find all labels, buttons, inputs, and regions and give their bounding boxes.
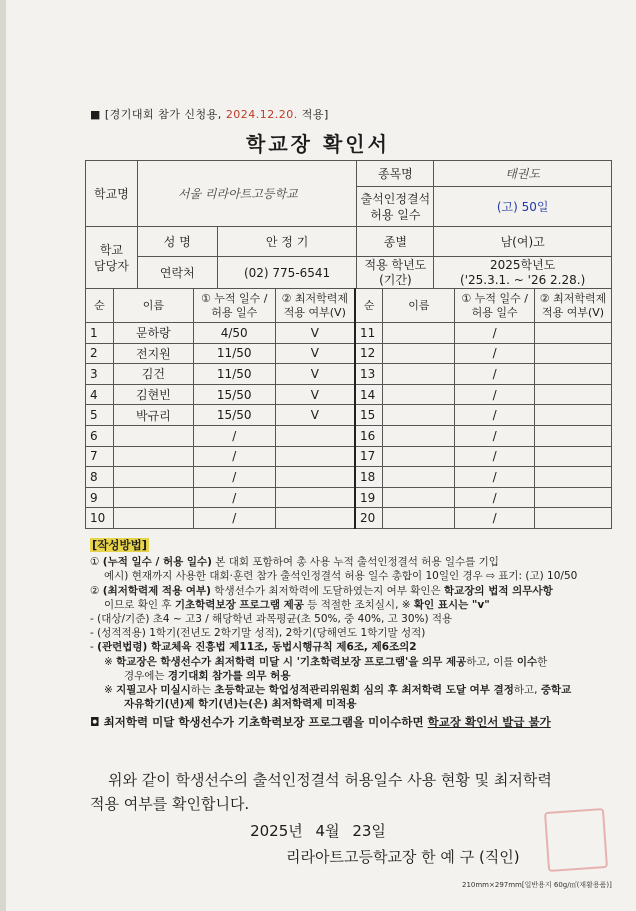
absence-label xyxy=(357,187,434,227)
min-check-cell xyxy=(275,508,355,529)
table-row xyxy=(86,487,612,508)
days-cell: / xyxy=(455,343,535,364)
min-check-cell xyxy=(535,343,612,364)
document-date: 2025년 4월 23일 xyxy=(250,822,386,840)
method-l7b: (관련법령) 학교체육 진흥법 제11조, 동법시행규칙 제6조, 제6조의2 xyxy=(97,641,417,654)
days-cell: 15/50 xyxy=(193,405,275,426)
col-no-left: 순 xyxy=(86,289,114,323)
col-min-right xyxy=(535,289,612,323)
row-number-cell: 1 xyxy=(86,323,114,344)
days-cell: / xyxy=(193,425,275,446)
row-number-cell: 5 xyxy=(86,405,114,426)
official-seal-stamp xyxy=(544,808,608,872)
days-cell: / xyxy=(455,487,535,508)
manager-label-line2: 담당자 xyxy=(94,258,129,273)
col-name-left: 이름 xyxy=(113,289,193,323)
method-l3b: (최저학력제 적용 여부) xyxy=(102,584,211,597)
name-value: 안 정 기 xyxy=(217,227,357,257)
min-check-cell xyxy=(535,405,612,426)
days-cell: / xyxy=(455,364,535,385)
method-l2: 예시) 현재까지 사용한 대회·훈련 참가 출석인정결석 허용 일수 총합이 10일인 경우 ⇨ 표기: (고) 10/50 xyxy=(104,570,578,583)
method-l4a: 이므로 확인 후 xyxy=(104,598,175,611)
row-number-cell: 11 xyxy=(355,323,383,344)
method-l8b: 학교장은 학생선수가 최저학력 미달 시 '기초학력보장 프로그램'을 의무 제공 xyxy=(116,655,467,668)
method-l12a: ◘ 최저학력 미달 학생선수가 기초학력보장 프로그램을 미이수하면 xyxy=(90,715,428,730)
row-number-cell: 13 xyxy=(355,364,383,385)
method-l1b: (누적 일수 / 허용 일수) xyxy=(102,556,212,569)
col-days-right xyxy=(455,289,535,323)
min-check-cell xyxy=(535,508,612,529)
min-check-cell xyxy=(275,487,355,508)
manager-label-line1: 학교 xyxy=(99,242,124,257)
method-l4c: 등 적절한 조치실시, ※ xyxy=(303,598,414,611)
name-label: 성 명 xyxy=(137,227,217,257)
student-name-cell xyxy=(383,425,455,446)
col-min-left-line1: ② 최저학력제 xyxy=(281,291,349,305)
student-table xyxy=(85,288,612,529)
contact-value: (02) 775-6541 xyxy=(217,257,357,289)
table-row xyxy=(86,384,612,405)
contact-label: 연락처 xyxy=(137,257,217,289)
method-l1a: ① xyxy=(90,556,103,569)
min-check-cell xyxy=(535,323,612,344)
table-row xyxy=(86,446,612,467)
absence-label-line1: 출석인정결석 xyxy=(360,191,431,206)
days-cell: 15/50 xyxy=(193,384,275,405)
student-name-cell xyxy=(383,446,455,467)
year-label xyxy=(357,257,434,289)
header-note-date: 2024.12.20. xyxy=(225,108,298,121)
days-cell: / xyxy=(455,467,535,488)
sport-value: 태권도 xyxy=(434,161,612,187)
student-name-cell xyxy=(383,384,455,405)
method-section xyxy=(90,538,620,730)
days-cell: 11/50 xyxy=(193,364,275,385)
min-check-cell xyxy=(275,446,355,467)
table-row xyxy=(86,508,612,529)
absence-value: (고) 50일 xyxy=(434,187,612,227)
col-min-left xyxy=(275,289,355,323)
table-row xyxy=(86,364,612,385)
method-l10f: 중학교 xyxy=(540,684,572,697)
student-name-cell xyxy=(113,425,193,446)
type-value: 남(여)고 xyxy=(434,227,612,257)
paper-spec-footer: 210mm×297mm[일반용지 60g/㎡(재활용품)] xyxy=(462,881,612,889)
row-number-cell: 17 xyxy=(355,446,383,467)
row-number-cell: 14 xyxy=(355,384,383,405)
year-label-line2: (기간) xyxy=(379,272,412,287)
year-label-line1: 적용 학년도 xyxy=(364,257,427,272)
header-note-prefix: ■ [경기대회 참가 신청용, xyxy=(90,108,222,121)
student-name-cell xyxy=(113,467,193,488)
row-number-cell: 2 xyxy=(86,343,114,364)
method-heading: [작성방법] xyxy=(92,538,147,552)
student-name-cell xyxy=(383,323,455,344)
student-name-cell xyxy=(113,446,193,467)
header-note-suffix: 적용] xyxy=(301,108,329,121)
row-number-cell: 9 xyxy=(86,487,114,508)
type-label: 종별 xyxy=(357,227,434,257)
table-row xyxy=(86,343,612,364)
row-number-cell: 3 xyxy=(86,364,114,385)
row-number-cell: 8 xyxy=(86,467,114,488)
principal-signature: 리라아트고등학교장 한 예 구 (직인) xyxy=(286,848,520,866)
row-number-cell: 20 xyxy=(355,508,383,529)
method-l10c: 하는 xyxy=(190,684,215,697)
student-name-cell: 김현빈 xyxy=(113,384,193,405)
method-l7a: - xyxy=(90,641,98,654)
method-l9a: 경우에는 xyxy=(124,669,168,682)
method-l3a: ② xyxy=(90,584,103,597)
days-cell: / xyxy=(455,425,535,446)
min-check-cell: V xyxy=(275,364,355,385)
year-value xyxy=(434,257,612,289)
row-number-cell: 7 xyxy=(86,446,114,467)
method-l3d: 학교장의 법적 의무사항 xyxy=(444,584,553,597)
header-note xyxy=(90,106,329,122)
min-check-cell: V xyxy=(275,384,355,405)
row-number-cell: 16 xyxy=(355,425,383,446)
col-min-right-line1: ② 최저학력제 xyxy=(539,291,607,305)
manager-label xyxy=(86,227,138,289)
row-number-cell: 10 xyxy=(86,508,114,529)
col-days-right-line1: ① 누적 일수 / xyxy=(461,291,528,305)
method-l10d: 초등학교는 학업성적관리위원회 심의 후 최저학력 도달 여부 결정 xyxy=(214,684,514,697)
row-number-cell: 19 xyxy=(355,487,383,508)
col-days-left xyxy=(193,289,275,323)
student-name-cell xyxy=(113,487,193,508)
method-l10b: 지필고사 미실시 xyxy=(116,684,191,697)
min-check-cell: V xyxy=(275,323,355,344)
year-value-line1: 2025학년도 xyxy=(489,257,556,272)
student-name-cell: 박규리 xyxy=(113,405,193,426)
student-name-cell xyxy=(113,508,193,529)
method-l12b: 학교장 확인서 발급 불가 xyxy=(427,715,551,730)
days-cell: / xyxy=(455,384,535,405)
sport-label: 종목명 xyxy=(357,161,434,187)
method-l4d: 확인 표시는 "v" xyxy=(413,598,490,611)
table-row xyxy=(86,405,612,426)
student-name-cell: 전지원 xyxy=(113,343,193,364)
student-name-cell xyxy=(383,487,455,508)
row-number-cell: 15 xyxy=(355,405,383,426)
min-check-cell xyxy=(535,467,612,488)
method-l8c: 하고, 이를 xyxy=(466,655,517,668)
days-cell: 11/50 xyxy=(193,343,275,364)
min-check-cell: V xyxy=(275,405,355,426)
confirm-statement xyxy=(90,768,620,816)
student-name-cell: 김건 xyxy=(113,364,193,385)
col-days-left-line2: 허용 일수 xyxy=(211,305,258,319)
days-cell: / xyxy=(193,446,275,467)
method-l3c: 학생선수가 최저학력에 도달하였는지 여부 확인은 xyxy=(210,584,444,597)
min-check-cell xyxy=(275,425,355,446)
row-number-cell: 4 xyxy=(86,384,114,405)
min-check-cell xyxy=(275,467,355,488)
days-cell: / xyxy=(193,467,275,488)
min-check-cell xyxy=(535,446,612,467)
student-name-cell xyxy=(383,343,455,364)
col-min-right-line2: 적용 여부(V) xyxy=(541,305,605,319)
min-check-cell: V xyxy=(275,343,355,364)
row-number-cell: 18 xyxy=(355,467,383,488)
method-l5: - (대상/기준) 초4 ~ 고3 / 해당학년 과목평균(초 50%, 중 40%, 고 30%) 적용 xyxy=(90,613,453,626)
col-name-right: 이름 xyxy=(383,289,455,323)
school-value: 서울 리라아트고등학교 xyxy=(137,161,357,227)
days-cell: / xyxy=(455,446,535,467)
min-check-cell xyxy=(535,364,612,385)
confirm-line2: 적용 여부를 확인합니다. xyxy=(90,795,250,813)
row-number-cell: 6 xyxy=(86,425,114,446)
method-l10e: 하고, xyxy=(513,684,541,697)
col-days-right-line2: 허용 일수 xyxy=(471,305,518,319)
info-table xyxy=(85,160,612,289)
days-cell: / xyxy=(193,487,275,508)
min-check-cell xyxy=(535,425,612,446)
method-l4b: 기초학력보장 프로그램 제공 xyxy=(174,598,304,611)
year-value-line2: ('25.3.1. ~ '26 2.28.) xyxy=(460,272,586,287)
col-min-left-line2: 적용 여부(V) xyxy=(283,305,346,319)
min-check-cell xyxy=(535,487,612,508)
method-l1c: 본 대회 포함하여 총 사용 누적 출석인정결석 허용 일수를 기입 xyxy=(211,556,499,569)
row-number-cell: 12 xyxy=(355,343,383,364)
table-row xyxy=(86,467,612,488)
days-cell: / xyxy=(455,405,535,426)
method-l8a: ※ xyxy=(104,655,117,668)
student-name-cell xyxy=(383,364,455,385)
table-row xyxy=(86,425,612,446)
student-name-cell xyxy=(383,467,455,488)
method-l8d: 이수 xyxy=(516,655,538,668)
absence-label-line2: 허용 일수 xyxy=(370,207,421,222)
days-cell: / xyxy=(193,508,275,529)
school-label: 학교명 xyxy=(86,161,138,227)
days-cell: 4/50 xyxy=(193,323,275,344)
table-row xyxy=(86,323,612,344)
col-no-right: 순 xyxy=(355,289,383,323)
method-l11: 자유학기(년)제 학기(년)는(은) 최저학력제 미적용 xyxy=(124,698,357,711)
document-title: 학교장 확인서 xyxy=(246,132,390,156)
col-days-left-line1: ① 누적 일수 / xyxy=(200,291,268,305)
confirm-line1: 위와 같이 학생선수의 출석인정결석 허용일수 사용 현황 및 최저학력 xyxy=(108,771,552,789)
days-cell: / xyxy=(455,508,535,529)
days-cell: / xyxy=(455,323,535,344)
min-check-cell xyxy=(535,384,612,405)
method-l6: - (성적적용) 1학기(전년도 2학기말 성적), 2학기(당해연도 1학기말 성적) xyxy=(90,627,426,640)
student-name-cell xyxy=(383,508,455,529)
student-name-cell xyxy=(383,405,455,426)
method-l10a: ※ xyxy=(104,684,117,697)
method-l8e: 한 xyxy=(537,655,548,668)
student-name-cell: 문하랑 xyxy=(113,323,193,344)
method-l9b: 경기대회 참가를 의무 허용 xyxy=(167,669,291,682)
